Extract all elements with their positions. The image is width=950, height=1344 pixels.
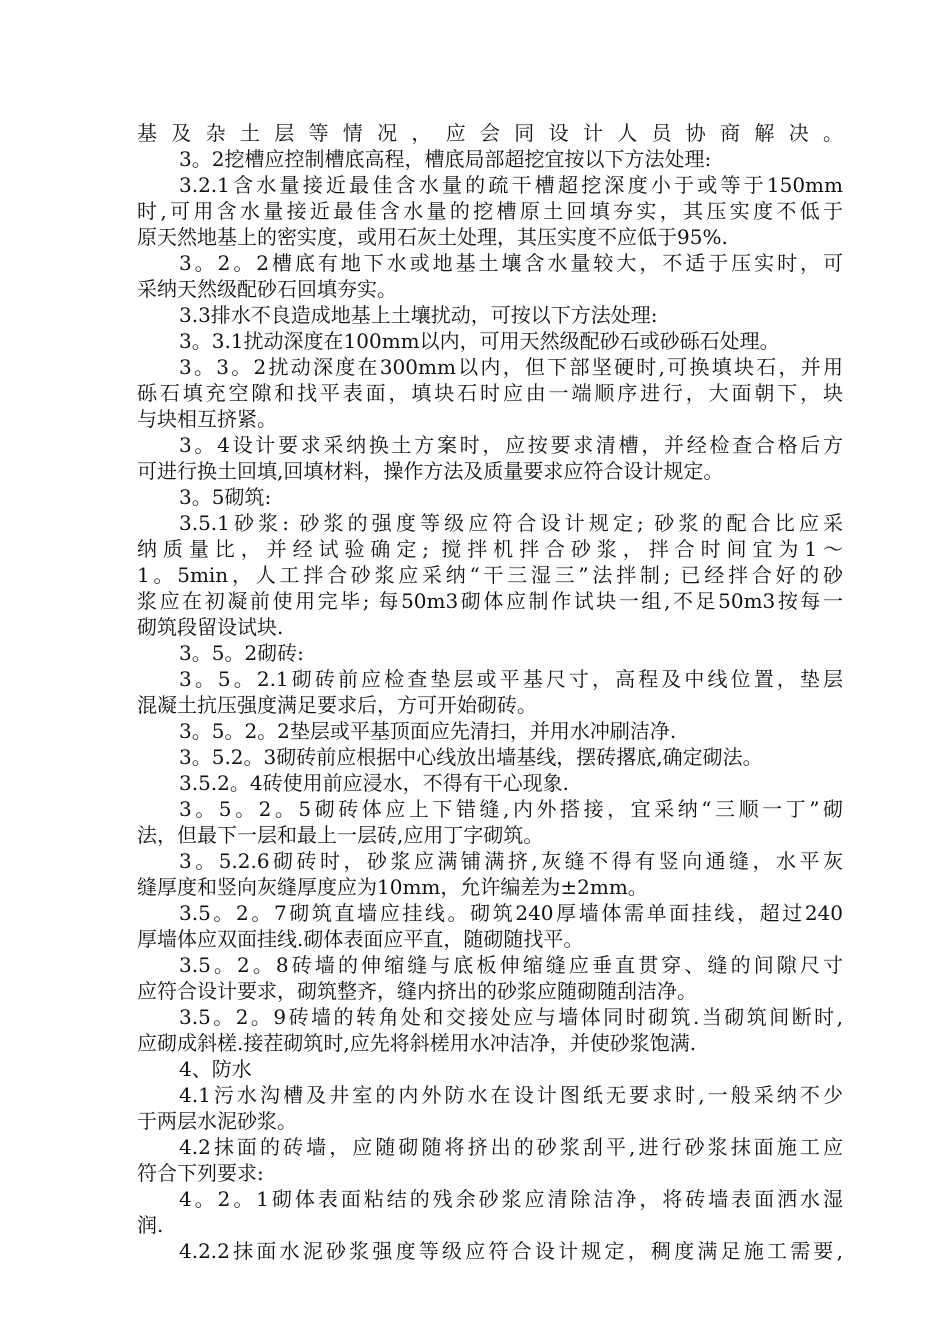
text-line: 厚墙体应双面挂线.砌体表面应平直，随砌随找平。 — [137, 927, 584, 951]
text-line: 混凝土抗压强度满足要求后，方可开始砌砖。 — [137, 693, 537, 717]
document-body — [137, 120, 843, 1264]
text-line: 3。5砌筑: — [179, 485, 272, 509]
text-line: 3。5。2。5砌砖体应上下错缝,内外搭接，宜采纳“三顺一丁”砌 — [179, 797, 843, 821]
text-line: 3。5。2.1砌砖前应检查垫层或平基尺寸，高程及中线位置，垫层 — [179, 667, 843, 691]
text-line: 3。3。2扰动深度在300mm以内，但下部坚硬时,可换填块石，并用 — [179, 355, 843, 379]
text-line: 采纳天然级配砂石回填夯实。 — [137, 277, 397, 301]
text-line: 4.2抹面的砖墙，应随砌随将挤出的砂浆刮平,进行砂浆抹面施工应 — [179, 1135, 843, 1159]
text-line: 4。2。1砌体表面粘结的残余砂浆应清除洁净，将砖墙表面洒水湿 — [179, 1187, 843, 1211]
text-line: 3。5.2.6砌砖时，砂浆应满铺满挤,灰缝不得有竖向通缝，水平灰 — [179, 849, 843, 873]
text-line: 应符合设计要求，砌筑整齐，缝内挤出的砂浆应随砌随刮洁净。 — [137, 979, 697, 1003]
text-line: 润. — [137, 1213, 164, 1237]
text-line: 3。5.2。3砌砖前应根据中心线放出墙基线，摆砖撂底,确定砌法。 — [179, 745, 763, 769]
text-line: 3。4设计要求采纳换土方案时，应按要求清槽，并经检查合格后方 — [179, 433, 843, 457]
text-line: 3。2。2槽底有地下水或地基土壤含水量较大，不适于压实时，可 — [179, 251, 843, 275]
text-line: 符合下列要求: — [137, 1161, 264, 1185]
text-line: 于两层水泥砂浆。 — [137, 1109, 297, 1133]
text-line: 3.5.1砂浆: 砂浆的强度等级应符合设计规定; 砂浆的配合比应采 — [179, 511, 843, 535]
text-line: 3。5。2。2垫层或平基顶面应先清扫，并用水冲刷洁净. — [179, 719, 677, 743]
text-line: 3。2挖槽应控制槽底高程，槽底局部超挖宜按以下方法处理: — [179, 147, 712, 171]
text-line: 纳质量比，并经试验确定; 搅拌机拌合砂浆，拌合时间宜为1～ — [137, 537, 843, 561]
text-line: 1。5min，人工拌合砂浆应采纳“干三湿三”法拌制; 已经拌合好的砂 — [137, 563, 843, 587]
text-line: 浆应在初凝前使用完毕; 每50m3砌体应制作试块一组,不足50m3按每一 — [137, 589, 843, 613]
text-line: 4.2.2抹面水泥砂浆强度等级应符合设计规定，稠度满足施工需要, — [179, 1239, 843, 1263]
text-line: 时,可用含水量接近最佳含水量的挖槽原土回填夯实，其压实度不低于 — [137, 199, 843, 223]
text-line: 3。5。2砌砖: — [179, 641, 304, 665]
text-line: 4.1污水沟槽及井室的内外防水在设计图纸无要求时,一般采纳不少 — [179, 1083, 843, 1107]
text-line: 法，但最下一层和最上一层砖,应用丁字砌筑。 — [137, 823, 544, 847]
text-line: 3.2.1含水量接近最佳含水量的疏干槽超挖深度小于或等于150mm — [179, 173, 843, 197]
text-line: 可进行换土回填,回填材料，操作方法及质量要求应符合设计规定。 — [137, 459, 724, 483]
text-line: 3.5。2。9砖墙的转角处和交接处应与墙体同时砌筑.当砌筑间断时, — [179, 1005, 843, 1029]
text-line: 与块相互挤紧。 — [137, 407, 277, 431]
text-line: 砌筑段留设试块. — [137, 615, 284, 639]
text-line: 3。3.1扰动深度在100mm以内，可用天然级配砂石或砂砾石处理。 — [179, 329, 780, 353]
text-line: 砾石填充空隙和找平表面，填块石时应由一端顺序进行，大面朝下，块 — [137, 381, 843, 405]
text-line: 3.5.2。4砖使用前应浸水，不得有干心现象. — [179, 771, 569, 795]
text-line: 应砌成斜槎.接茬砌筑时,应先将斜槎用水冲洁净，并使砂浆饱满. — [137, 1031, 697, 1055]
text-line: 缝厚度和竖向灰缝厚度应为10mm，允许编差为±2mm。 — [137, 875, 648, 899]
text-line: 原天然地基上的密实度，或用石灰土处理，其压实度不应低于95%. — [137, 225, 728, 249]
text-line: 3.5。2。8砖墙的伸缩缝与底板伸缩缝应垂直贯穿、缝的间隙尺寸 — [179, 953, 843, 977]
section-heading: 4、防水 — [179, 1057, 252, 1081]
text-line: 基及杂土层等情况，应会同设计人员协商解决。 — [137, 121, 843, 145]
text-line: 3.5。2。7砌筑直墙应挂线。砌筑240厚墙体需单面挂线，超过240 — [179, 901, 843, 925]
text-line: 3.3排水不良造成地基上土壤扰动，可按以下方法处理: — [179, 303, 658, 327]
